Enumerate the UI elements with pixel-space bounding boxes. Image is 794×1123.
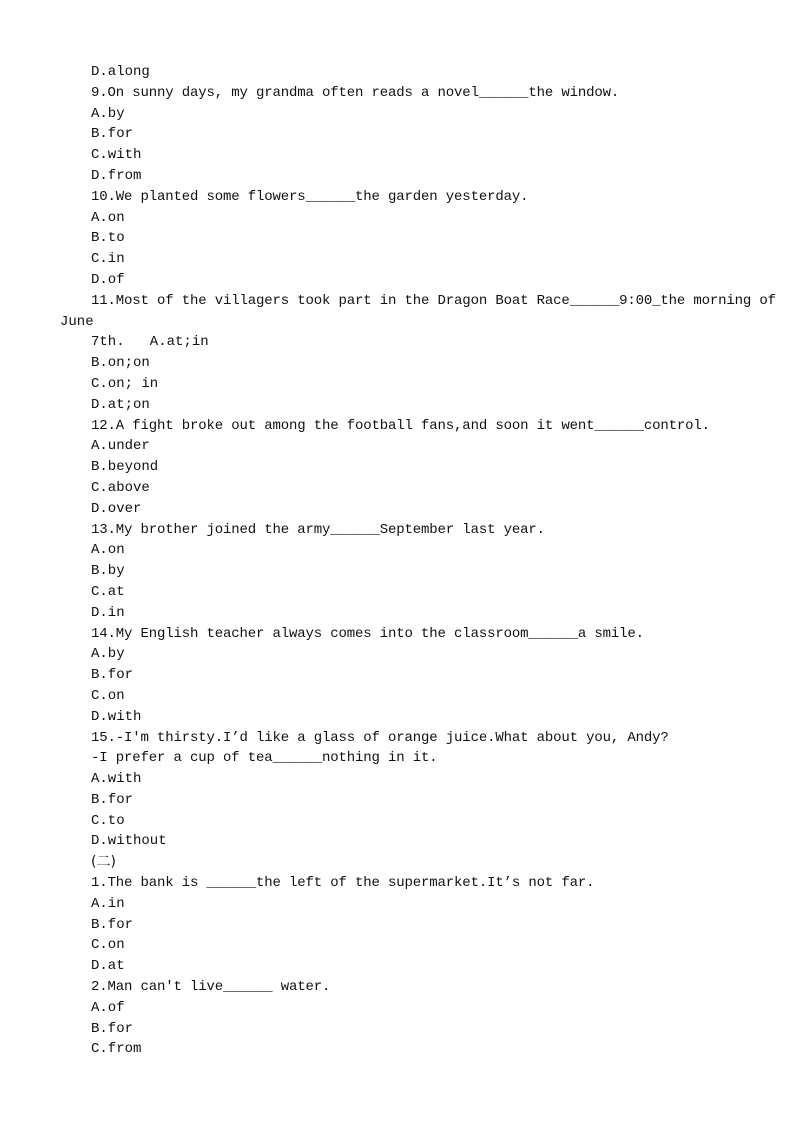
answer-option: A.in [91, 895, 125, 912]
answer-option: C.to [91, 812, 125, 829]
answer-option: C.on [91, 937, 125, 954]
section-heading: (二) [91, 854, 116, 871]
answer-option: D.along [91, 64, 150, 80]
question-text: 10.We planted some flowers______the garden yesterday. [91, 188, 529, 205]
question-text: -I prefer a cup of tea______nothing in it. [91, 750, 438, 767]
answer-option: A.on [91, 542, 125, 559]
answer-option: 7th. A.at;in [91, 334, 209, 351]
answer-option: A.of [91, 999, 125, 1016]
answer-option: C.on [91, 687, 125, 704]
question-text-continued: June [60, 313, 94, 330]
worksheet-content [0, 62, 794, 1060]
answer-option: B.for [91, 126, 134, 143]
answer-option: B.for [91, 791, 134, 808]
answer-option: A.by [91, 646, 125, 663]
answer-option: C.at [91, 583, 125, 600]
answer-option: C.from [91, 1041, 142, 1058]
question-text: 9.On sunny days, my grandma often reads a novel______the window. [91, 84, 620, 101]
answer-option: D.at [91, 958, 125, 975]
question-text: 2.Man can't live______ water. [91, 979, 331, 996]
answer-option: C.with [91, 147, 142, 164]
answer-option: A.with [91, 771, 142, 788]
answer-option: C.in [91, 251, 125, 268]
answer-option: D.of [91, 271, 125, 288]
question-text: 15.-I'm thirsty.I’d like a glass of orange juice.What about you, Andy? [91, 729, 669, 746]
answer-option: A.on [91, 209, 125, 226]
answer-option: D.in [91, 604, 125, 621]
answer-option: B.by [91, 563, 125, 580]
question-text: 12.A fight broke out among the football fans,and soon it went______control. [91, 417, 710, 434]
answer-option: D.at;on [91, 396, 150, 413]
answer-option: C.above [91, 479, 150, 496]
question-text: 11.Most of the villagers took part in the Dragon Boat Race______9:00_the morning of [91, 292, 776, 309]
answer-option: B.beyond [91, 459, 159, 476]
answer-option: B.for [91, 916, 134, 933]
answer-option: D.with [91, 708, 142, 725]
answer-option: D.over [91, 500, 142, 517]
answer-option: B.on;on [91, 355, 150, 372]
answer-option: A.by [91, 105, 125, 122]
question-text: 14.My English teacher always comes into the classroom______a smile. [91, 625, 644, 642]
answer-option: B.to [91, 230, 125, 247]
question-text: 1.The bank is ______the left of the supermarket.It’s not far. [91, 875, 595, 892]
answer-option: A.under [91, 438, 150, 455]
answer-option: D.from [91, 167, 142, 184]
answer-option: C.on; in [91, 375, 159, 392]
answer-option: B.for [91, 667, 134, 684]
answer-option: D.without [91, 833, 167, 850]
question-text: 13.My brother joined the army______September last year. [91, 521, 545, 538]
answer-option: B.for [91, 1020, 134, 1037]
